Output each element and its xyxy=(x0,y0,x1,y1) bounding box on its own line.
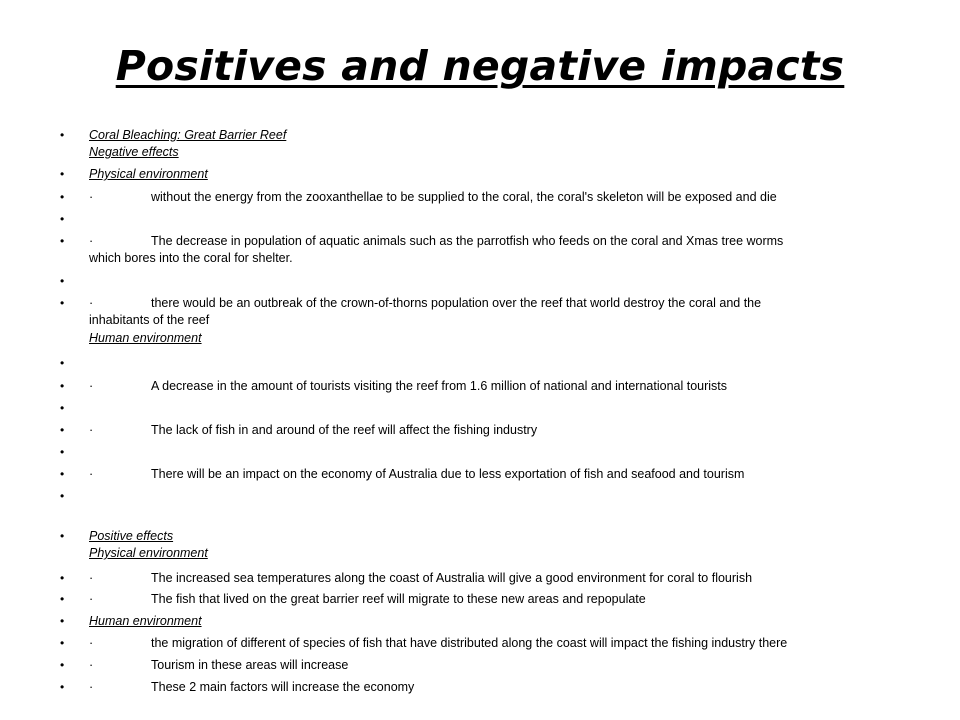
bullet-icon: • xyxy=(60,128,65,142)
positive-human-item: These 2 main factors will increase the economy xyxy=(151,680,415,694)
negative-human-heading: Human environment xyxy=(89,331,202,345)
bullet-icon: • xyxy=(60,167,65,181)
bullet-icon: • xyxy=(60,234,65,248)
bullet-icon: • xyxy=(60,379,65,393)
slide-title: Positives and negative impacts xyxy=(115,42,845,90)
bullet-icon: • xyxy=(60,190,65,204)
bullet-icon: • xyxy=(60,274,65,288)
bullet-icon: • xyxy=(60,296,65,310)
bullet-icon: • xyxy=(60,467,65,481)
bullet-icon: • xyxy=(60,571,65,585)
positive-human-item: Tourism in these areas will increase xyxy=(151,658,349,672)
bullet-icon: • xyxy=(60,658,65,672)
bullet-icon: • xyxy=(60,489,65,503)
dot-marker: · xyxy=(89,680,94,694)
bullet-icon: • xyxy=(60,636,65,650)
negative-human-item: There will be an impact on the economy of Australia due to less exportation of fish and seafood and tourism xyxy=(151,467,745,481)
negative-physical-item: there would be an outbreak of the crown-of-thorns population over the reef that world destroy the coral and the xyxy=(151,296,762,310)
negative-physical-item: without the energy from the zooxanthellae to be supplied to the coral, the coral's skeleton will be exposed and die xyxy=(151,190,777,204)
bullet-icon: • xyxy=(60,401,65,415)
positive-human-heading: Human environment xyxy=(89,614,202,628)
bullet-icon: • xyxy=(60,445,65,459)
dot-marker: · xyxy=(89,379,94,393)
bullet-icon: • xyxy=(60,529,65,543)
bullet-icon: • xyxy=(60,614,65,628)
negative-physical-heading: Physical environment xyxy=(89,167,208,181)
positive-physical-item: The fish that lived on the great barrier reef will migrate to these new areas and repopulate xyxy=(151,592,646,606)
negative-effects-label: Negative effects xyxy=(89,145,179,159)
negative-physical-item-cont: which bores into the coral for shelter. xyxy=(89,251,293,265)
negative-physical-item-cont: inhabitants of the reef xyxy=(89,313,210,327)
dot-marker: · xyxy=(89,592,94,606)
dot-marker: · xyxy=(89,190,94,204)
dot-marker: · xyxy=(89,234,94,248)
negative-human-item: The lack of fish in and around of the reef will affect the fishing industry xyxy=(151,423,538,437)
dot-marker: · xyxy=(89,658,94,672)
negative-physical-item: The decrease in population of aquatic animals such as the parrotfish who feeds on the coral and Xmas tree worms xyxy=(151,234,784,248)
dot-marker: · xyxy=(89,571,94,585)
positive-physical-item: The increased sea temperatures along the coast of Australia will give a good environment for coral to flourish xyxy=(151,571,753,585)
bullet-icon: • xyxy=(60,212,65,226)
bullet-icon: • xyxy=(60,680,65,694)
positive-human-item: the migration of different of species of fish that have distributed along the coast will impact the fishing industry there xyxy=(151,636,788,650)
dot-marker: · xyxy=(89,467,94,481)
bullet-icon: • xyxy=(60,423,65,437)
positive-effects-label: Positive effects xyxy=(89,529,174,543)
bullet-icon: • xyxy=(60,592,65,606)
positive-physical-heading: Physical environment xyxy=(89,546,208,560)
case-title: Coral Bleaching: Great Barrier Reef xyxy=(89,128,287,142)
bullet-icon: • xyxy=(60,356,65,370)
dot-marker: · xyxy=(89,423,94,437)
negative-human-item: A decrease in the amount of tourists visiting the reef from 1.6 million of national and international tourists xyxy=(151,379,728,393)
dot-marker: · xyxy=(89,636,94,650)
dot-marker: · xyxy=(89,296,94,310)
